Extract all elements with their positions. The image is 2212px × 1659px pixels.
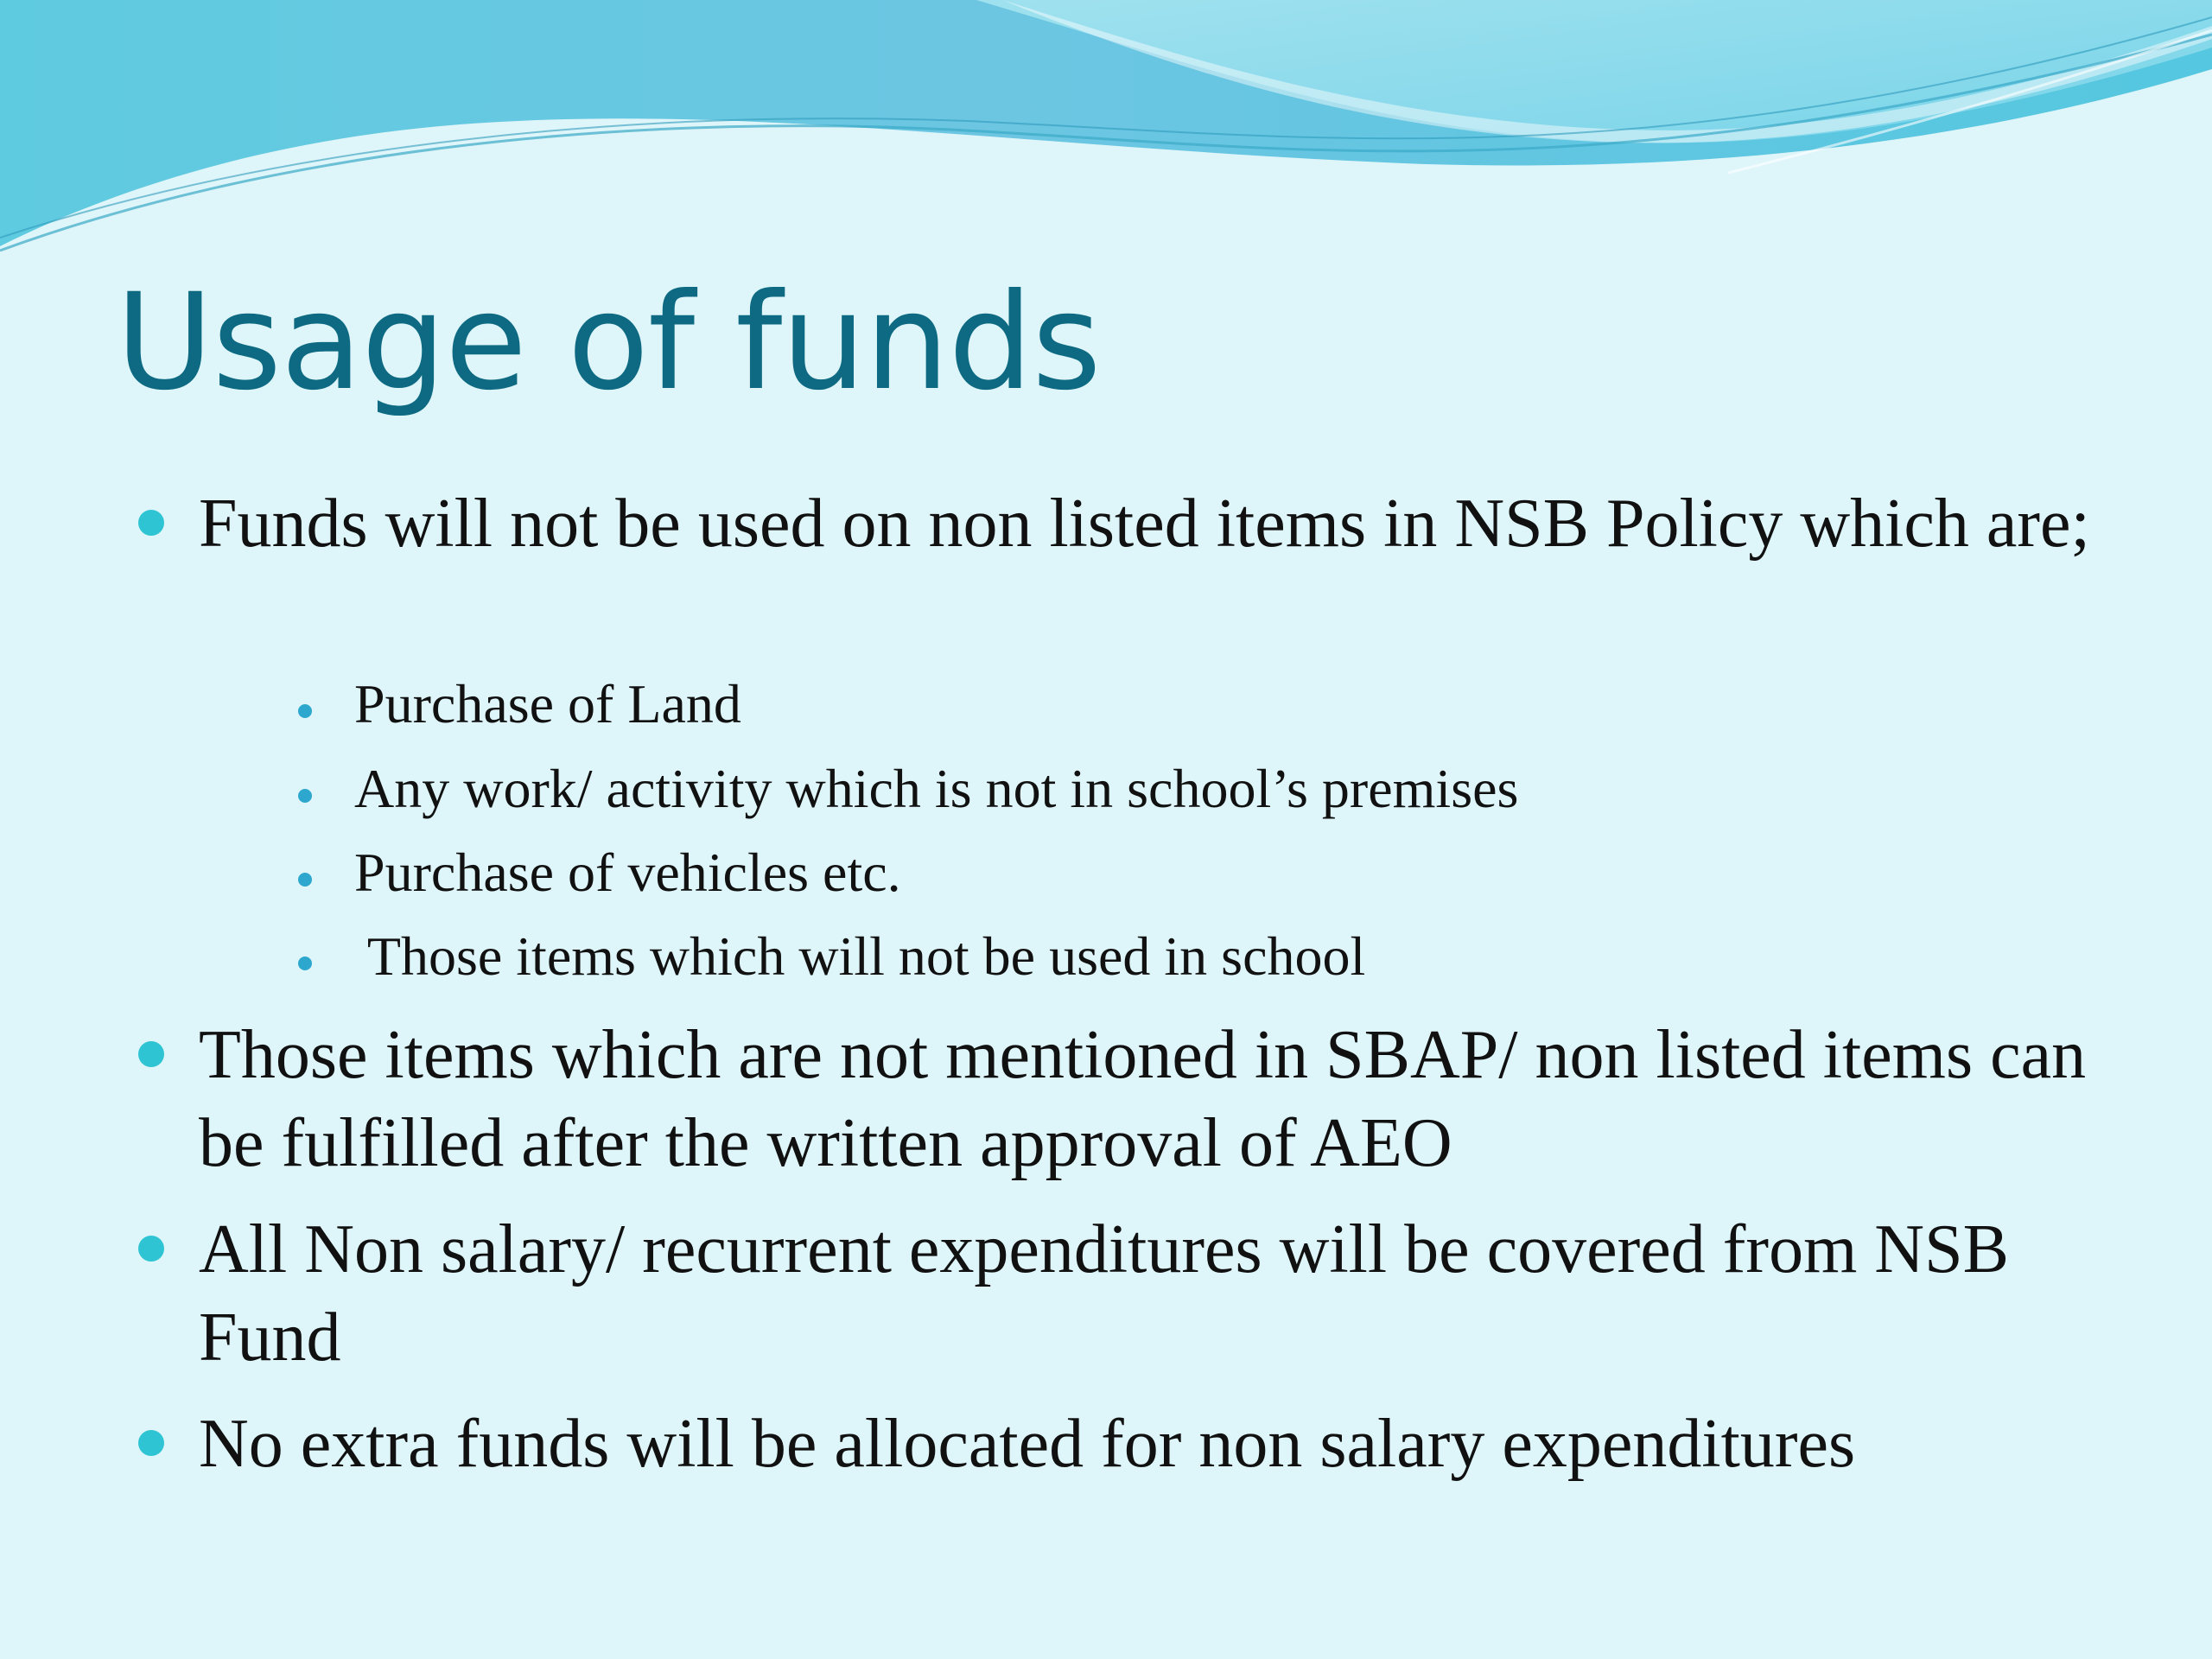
bullet-item-3: All Non salary/ recurrent expenditures will be covered from NSB Fund	[199, 1211, 2009, 1376]
sub-bullet-item-3: Purchase of vehicles etc.	[354, 842, 901, 903]
bullet-item-1: Funds will not be used on non listed items in NSB Policy which are;	[199, 486, 2090, 562]
bullet-item-2: Those items which are not mentioned in SBAP/ non listed items can be fulfilled after the written approval of AEO	[199, 1017, 2087, 1181]
sub-bullet-dot	[298, 704, 312, 718]
bullet-item-4: No extra funds will be allocated for non salary expenditures	[199, 1406, 1856, 1482]
sub-bullet-item-1: Purchase of Land	[354, 673, 741, 734]
sub-bullet-dot	[298, 789, 312, 803]
bullet-dot	[138, 1430, 164, 1456]
sub-bullet-dot	[298, 873, 312, 887]
bullet-dot	[138, 1236, 164, 1262]
slide-title: Usage of funds	[116, 265, 1101, 420]
sub-bullet-item-2: Any work/ activity which is not in school’s premises	[354, 758, 1519, 819]
sub-bullet-item-4: Those items which will not be used in school	[354, 925, 1366, 987]
bullet-dot	[138, 1041, 164, 1067]
sub-bullet-dot	[298, 957, 312, 970]
bullet-dot	[138, 510, 164, 536]
